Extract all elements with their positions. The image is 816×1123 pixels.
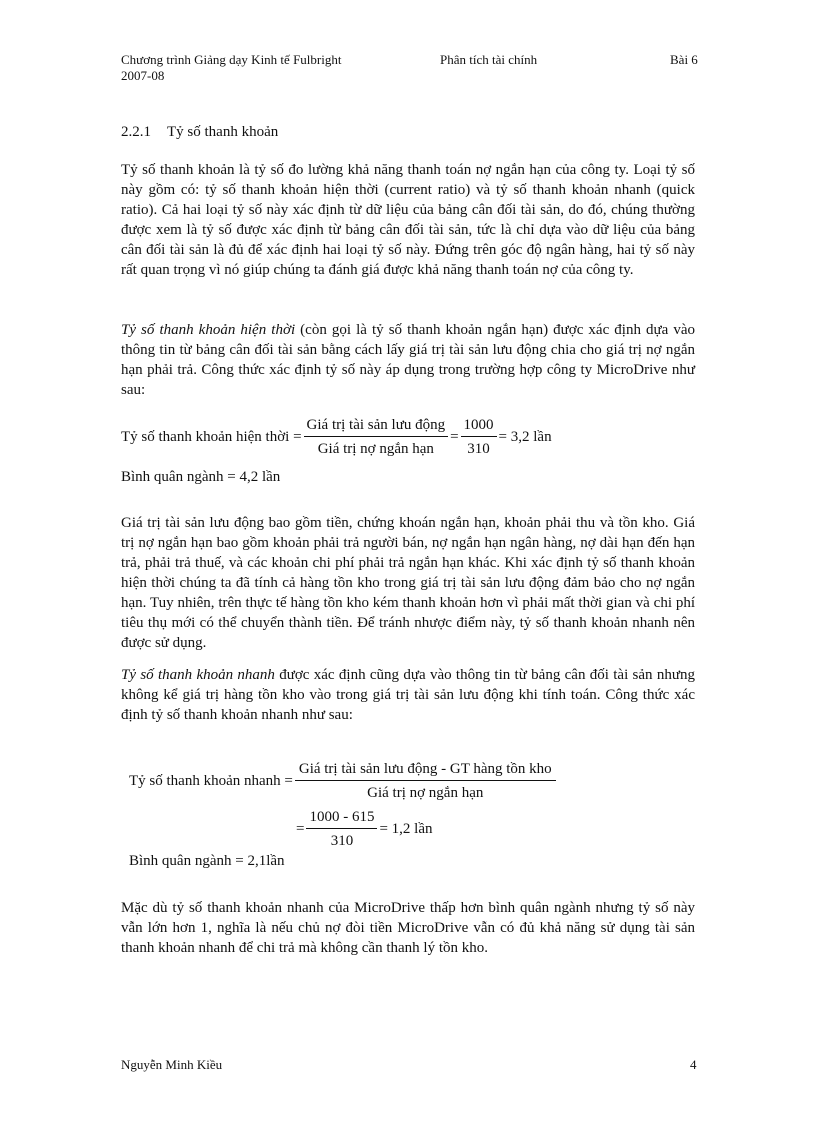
denominator: Giá trị nợ ngắn hạn (317, 441, 434, 457)
formula-current-result: = 3,2 lần (498, 428, 552, 445)
formula-current-label: Tỷ số thanh khoản hiện thời = (121, 428, 302, 445)
fraction-current-numeric (461, 416, 497, 458)
section-heading (121, 124, 278, 141)
term-current-ratio: Tỷ số thanh khoản hiện thời (121, 322, 296, 338)
footer-author: Nguyễn Minh Kiều (121, 1057, 223, 1072)
formula-quick-label: Tỷ số thanh khoản nhanh = (129, 772, 293, 789)
header-program: Chương trình Giảng dạy Kinh tế Fulbright (121, 52, 342, 67)
numerator: Giá trị tài sản lưu động (304, 416, 449, 437)
paragraph-current-ratio-text: (còn gọi là tỷ số thanh khoản ngắn hạn) được xác định dựa vào thông tin từ bảng cân đối tài sản bằng cách lấy giá trị tài sản lưu động chia cho giá trị nợ ngắn hạn phải trả. Công thức xác định tỷ số này áp dụng trong trường hợp công ty MicroDrive như sau: (121, 322, 696, 398)
section-number: 2.2.1 (121, 124, 151, 140)
industry-average-current: Bình quân ngành = 4,2 lần (121, 469, 281, 485)
paragraph-current-assets: Giá trị tài sản lưu động bao gồm tiền, chứng khoán ngắn hạn, khoản phải thu và tồn kho. Giá trị nợ ngắn hạn bao gồm khoản phải trả người bán, nợ ngắn hạn ngân hàng, nợ dài hạn đến hạn trả, phải trả thuế, và các khoản chi phí phải trả ngắn hạn khác. Khi xác định tỷ số thanh khoản hiện thời chúng ta đã tính cả hàng tồn kho trong giá trị tài sản lưu động đảm bảo cho nợ ngắn hạn. Tuy nhiên, trên thực tế hàng tồn kho kém thanh khoản hơn vì phải mất thời gian và chi phí tiêu thụ mới có thể chuyển thành tiền. Để tránh nhược điểm này, tỷ số thanh khoản nhanh nên được sử dụng. (121, 515, 695, 651)
header-year: 2007-08 (121, 68, 165, 83)
fraction-quick-numeric (306, 808, 377, 850)
section-title: Tỷ số thanh khoản (167, 124, 279, 140)
term-quick-ratio: Tỷ số thanh khoản nhanh (121, 667, 275, 683)
formula-quick-ratio (129, 760, 558, 802)
denominator: 310 (467, 441, 490, 457)
denominator: Giá trị nợ ngắn hạn (367, 785, 484, 801)
paragraph-quick-ratio (121, 665, 695, 725)
equals-sign: = (296, 820, 305, 837)
industry-average-quick: Bình quân ngành = 2,1lần (129, 853, 285, 869)
paragraph-quick-ratio-text: được xác định cũng dựa vào thông tin từ bảng cân đối tài sản nhưng không kể giá trị hàng tồn kho vào trong giá trị tài sản lưu động khi tính toán. Công thức xác định tỷ số thanh khoản nhanh như sau: (121, 667, 695, 723)
footer-page-number: 4 (690, 1057, 697, 1072)
paragraph-intro: Tỷ số thanh khoản là tỷ số đo lường khả năng thanh toán nợ ngắn hạn của công ty. Loại tỷ số này gồm có: tỷ số thanh khoản hiện thời (current ratio) và tỷ số thanh khoản nhanh (quick ratio). Cả hai loại tỷ số này xác định từ dữ liệu của bảng cân đối tài sản, do đó, chúng thường được xem là tỷ số được xác định từ bảng cân đối tài sản, tức là chỉ dựa vào dữ liệu của bảng cân đối tài sản là đủ để xác định hai loại tỷ số này. Đứng trên góc độ ngân hàng, hai tỷ số này rất quan trọng vì nó giúp chúng ta đánh giá được khả năng thanh toán nợ của công ty. (121, 162, 695, 278)
header-lesson: Bài 6 (670, 52, 698, 67)
formula-quick-result: = 1,2 lần (379, 820, 433, 837)
formula-current-ratio (121, 416, 552, 458)
fraction-quick-symbolic (295, 760, 556, 802)
numerator: 1000 - 615 (306, 808, 377, 829)
formula-quick-numeric (296, 808, 433, 850)
equals-sign: = (450, 428, 459, 445)
denominator: 310 (330, 833, 354, 849)
paragraph-current-ratio (121, 320, 695, 400)
header-course: Phân tích tài chính (440, 52, 538, 67)
numerator: 1000 (461, 416, 497, 437)
fraction-current-symbolic (304, 416, 449, 458)
paragraph-conclusion: Mặc dù tỷ số thanh khoản nhanh của MicroDrive thấp hơn bình quân ngành nhưng tỷ số này vẫn lớn hơn 1, nghĩa là nếu chủ nợ đòi tiền MicroDrive vẫn có đủ khả năng sử dụng tài sản thanh khoản nhanh để chi trả mà không cần thanh lý tồn kho. (121, 900, 695, 956)
numerator: Giá trị tài sản lưu động - GT hàng tồn kho (295, 760, 556, 781)
